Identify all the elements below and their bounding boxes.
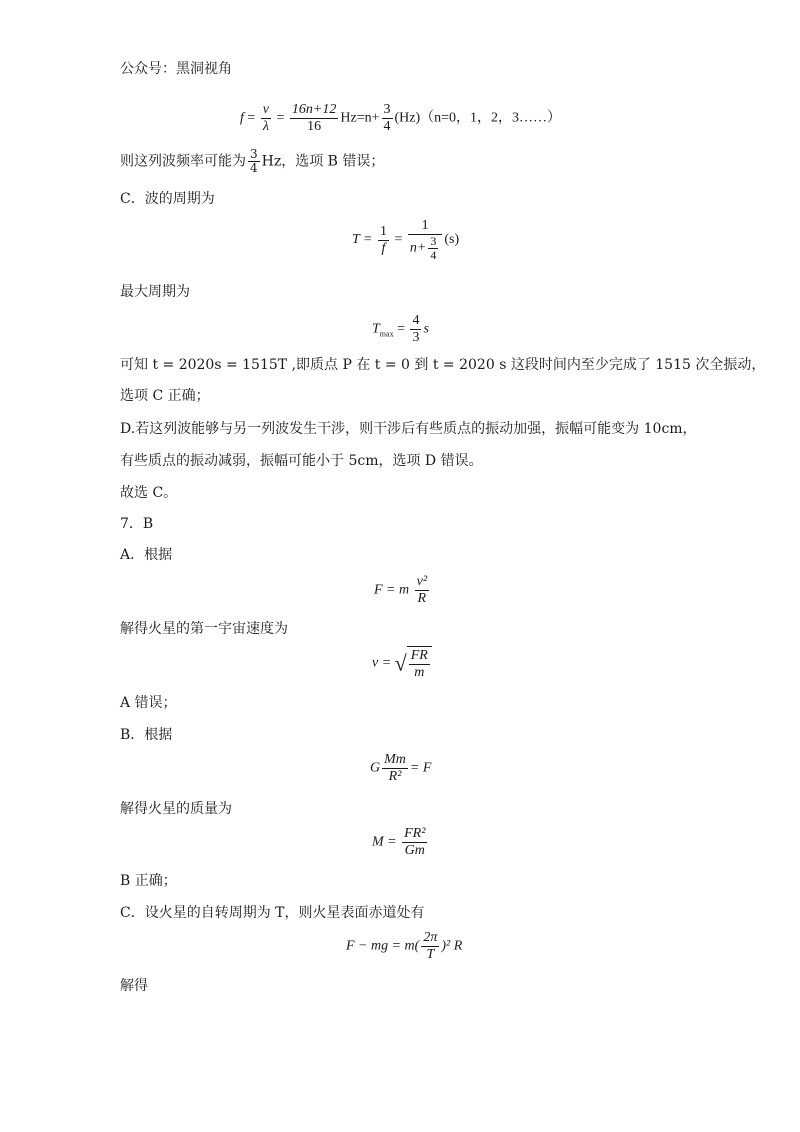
text-line: A．根据 [120, 547, 173, 563]
text-line: 故选 C。 [120, 485, 178, 501]
equation-frequency: f = $\frac{v}{\lambda}$ = $\frac{16n+12}{16}$ Hz=n+ $\frac{3}{4}$ (Hz)（n=0，1，2，3……） [240, 102, 562, 134]
text-line: 最大周期为 [120, 284, 190, 300]
text-line: 解得 [120, 978, 148, 994]
text-line: 解得火星的第一宇宙速度为 [120, 621, 288, 637]
equation-max-period: $T_{max}$ = $\frac{4}{3}$ s [372, 313, 429, 345]
text-line: 解得火星的质量为 [120, 801, 232, 817]
equation-velocity: v = √ $\frac{FR}{m}$ [372, 646, 432, 681]
text-line: D.若这列波能够与另一列波发生干涉，则干涉后有些质点的振动加强，振幅可能变为 10cm， [120, 421, 697, 437]
equation-period: T = $\frac{1}{f}$ = 1 n+ $\frac{3}{4}$ (s) [352, 218, 460, 262]
text-line: C．波的周期为 [120, 191, 215, 207]
text-line: B．根据 [120, 727, 173, 743]
header-text: 公众号：黑洞视角 [120, 61, 232, 77]
text-line: 可知 t = 2020s = 1515T ,即质点 P 在 t = 0 到 t = 2020 s 这段时间内至少完成了 1515 次全振动， [120, 357, 766, 373]
text-line: C．设火星的自转周期为 T，则火星表面赤道处有 [120, 905, 425, 921]
text-line: 7．B [120, 516, 154, 532]
text-line: B 正确； [120, 873, 177, 889]
text-line: 有些质点的振动减弱，振幅可能小于 5cm，选项 D 错误。 [120, 453, 483, 469]
text-line: 则这列波频率可能为 $\frac{3}{4}$ Hz，选项 B 错误； [120, 147, 385, 175]
equation-force: F = m $\frac{\text{v²}}{R}$ [374, 574, 428, 606]
equation-mass: M = $\frac{\text{FR²}}{Gm}$ [372, 826, 426, 858]
equation-gravity: G $\frac{Mm}{\text{R²}}$ = F [370, 752, 432, 784]
text-line: 选项 C 正确； [120, 388, 210, 404]
text-line: A 错误； [120, 695, 177, 711]
equation-rotation: F − mg = m( $\frac{2\pi}{T}$ )² R [346, 930, 463, 962]
